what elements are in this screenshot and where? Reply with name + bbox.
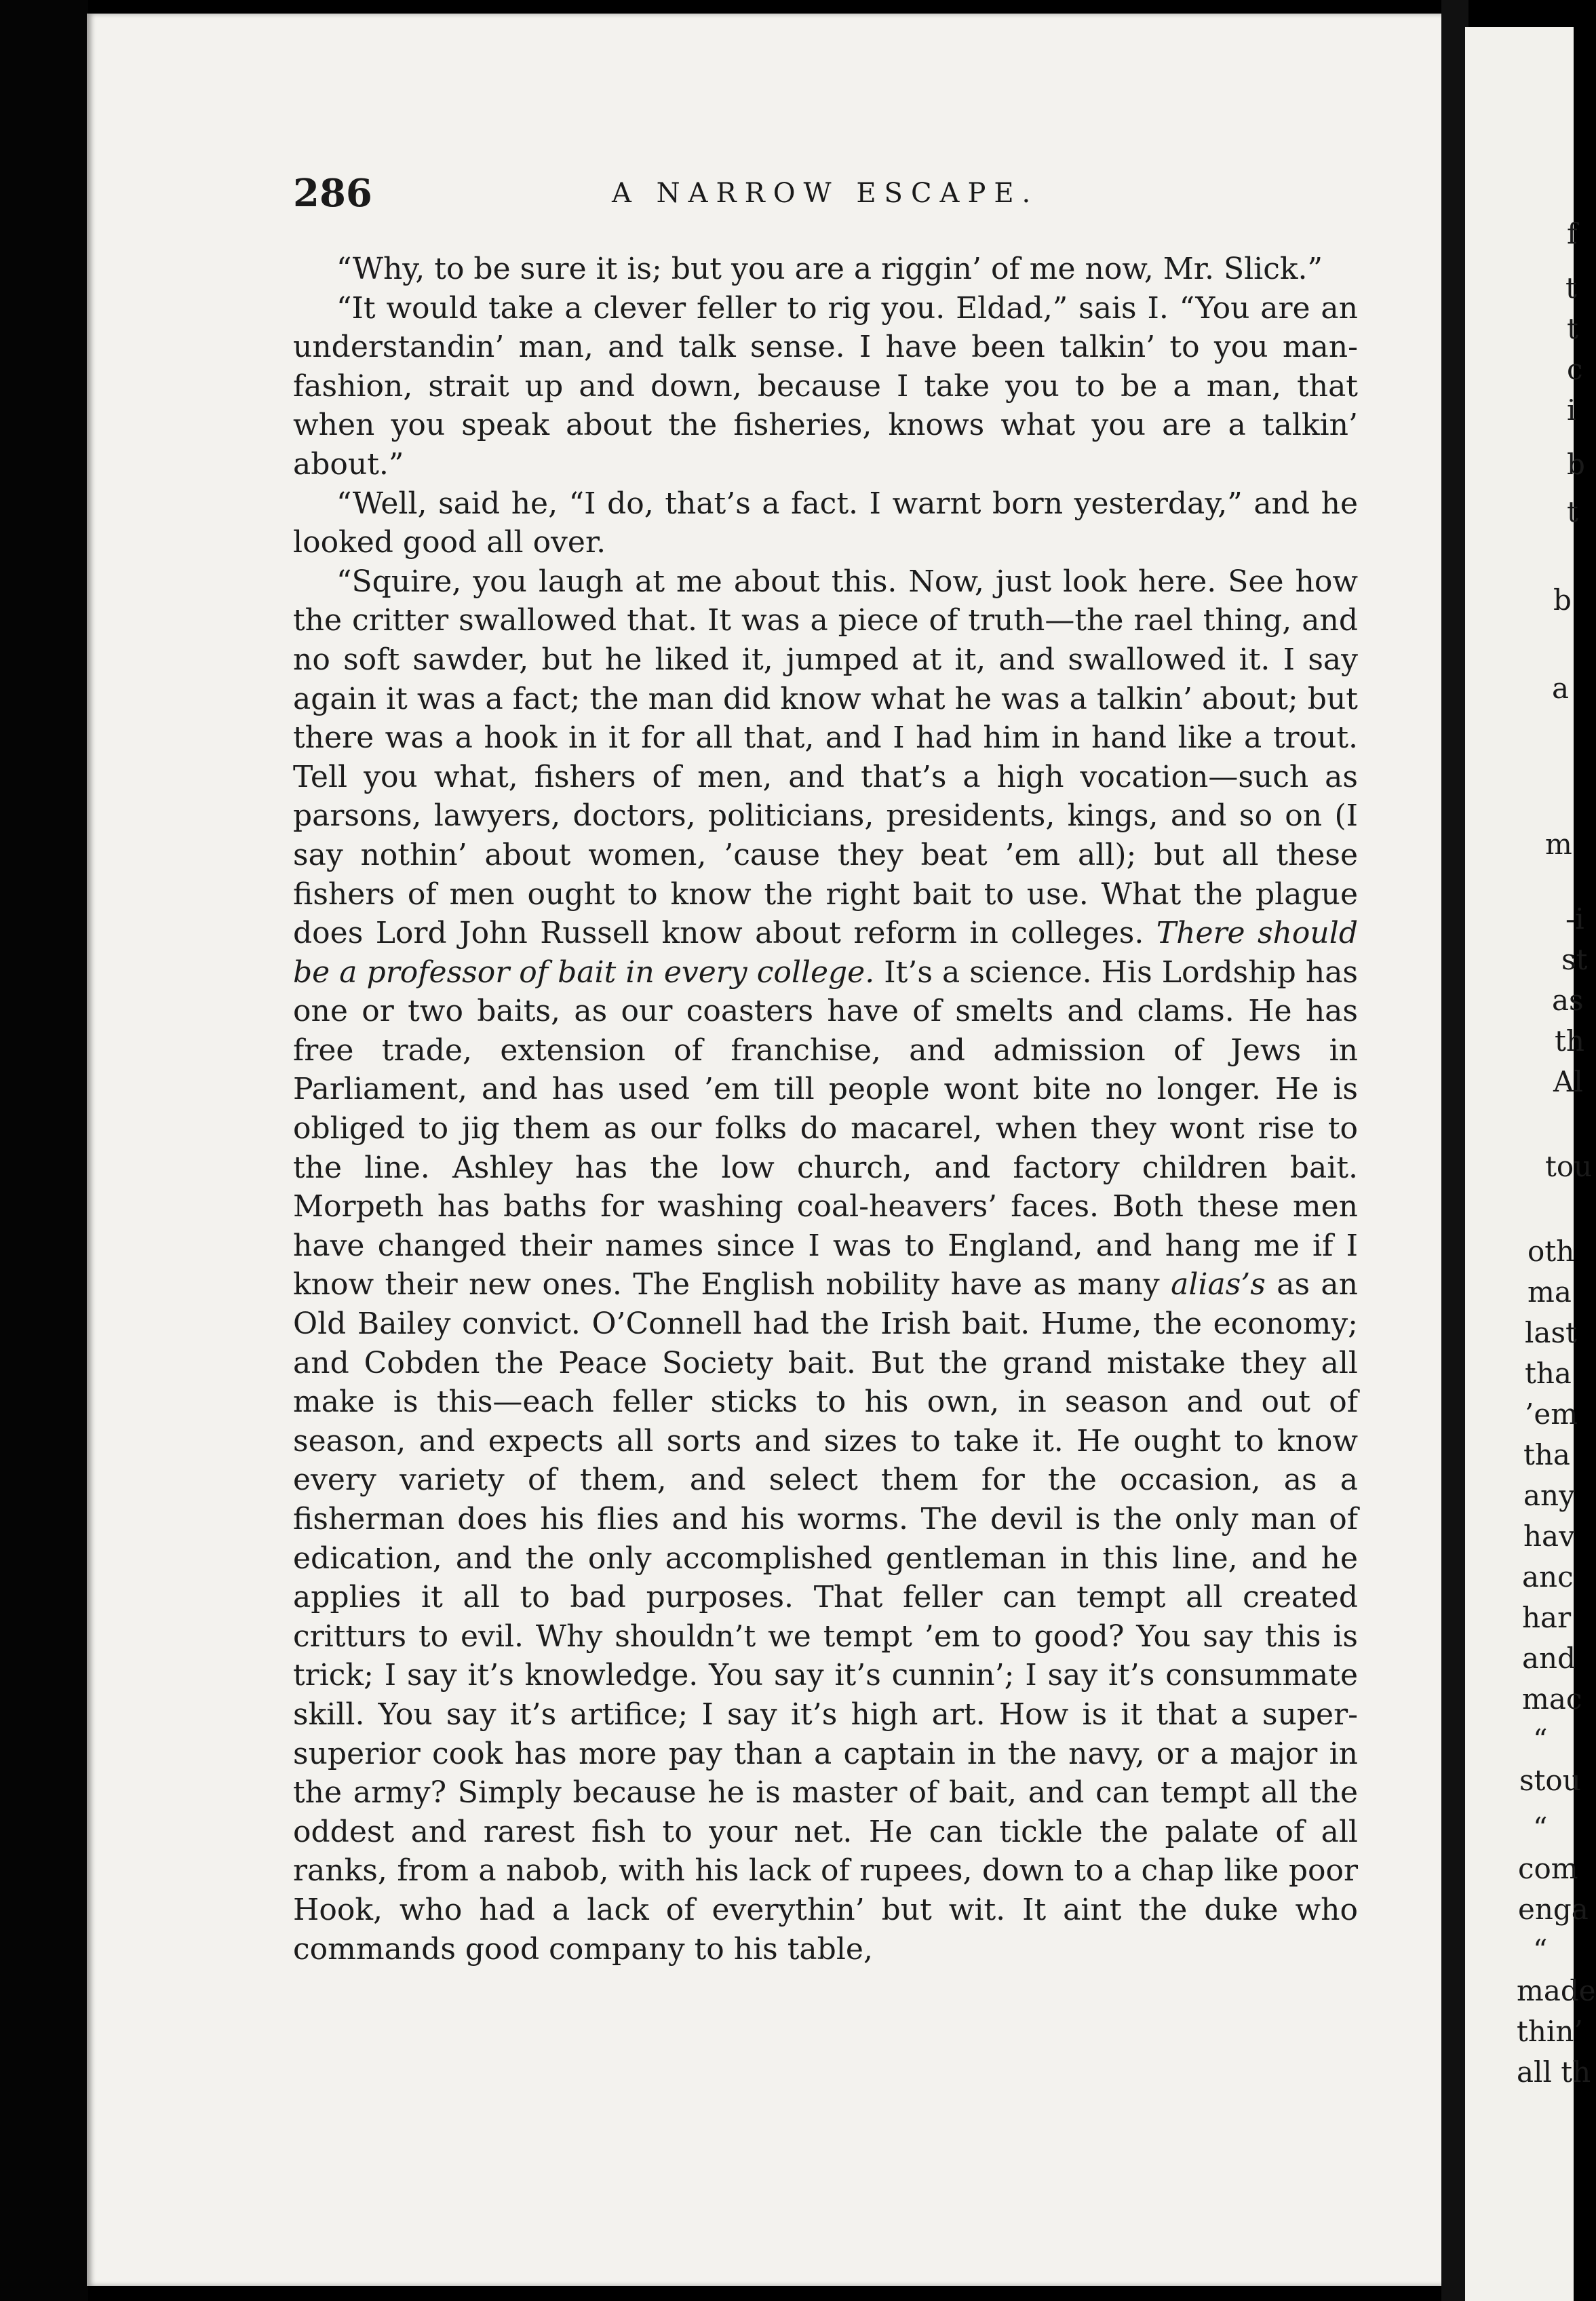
- facing-page-fragment: mac: [1522, 1682, 1582, 1716]
- paragraph-text-segment: as an Old Bailey convict. O’Connell had the Irish bait. Hume, the economy; and Cobden the Peace Society bait. But the grand mistake they all make is this—each feller sticks to his own, in season and out of season, and expects all sorts and sizes to take it. He ought to know every variety of them, and select them for the occasion, as a fisherman does his flies and his worms. The devil is the only man of edication, and the only accomplished gentleman in this line, and he applies it all to bad purposes. That feller can tempt all created critturs to evil. Why shouldn’t we tempt ’em to good? You say this is trick; I say it’s knowledge. You say it’s cunnin’; I say it’s consummate skill. You say it’s artifice; I say it’s high art. How is it that a super-superior cook has more pay than a captain in the navy, or a major in the army? Simply because he is master of bait, and can tempt all the oddest and rarest fish to your net. He can tickle the palate of all ranks, from a nabob, with his lack of rupees, down to a chap like poor Hook, who had a lack of everythin’ but wit. It aint the duke who commands good company to his table,: [293, 1267, 1359, 1967]
- facing-page-fragment: hav: [1523, 1520, 1575, 1553]
- paragraph: “Well, said he, “I do, that’s a fact. I warnt born yesterday,” and he looked good all over.: [293, 486, 1358, 560]
- paragraph-text-segment: “Squire, you laugh at me about this. Now, just look here. See how the critter swallowed that. It was a piece of truth—the rael thing, and no soft sawder, but he liked it, jumped at it, and swallowed it. I say again it was a fact; the man did know what he was a talkin’ about; but there was a hook in it for all that, and I had him in hand like a trout. Tell you what, fishers of men, and that’s a high vocation—such as parsons, lawyers, doctors, politicians, presidents, kings, and so on (I say nothin’ about women, ’cause they beat ’em all); but all these fishers of men ought to know the right bait to use. What the plague does Lord John Russell know about reform in colleges.: [293, 564, 1358, 951]
- facing-page-fragment: st: [1561, 943, 1588, 976]
- facing-page-fragment: enga: [1518, 1893, 1589, 1926]
- facing-page-fragment: har: [1522, 1601, 1572, 1634]
- facing-page-fragment: b: [1553, 583, 1572, 617]
- facing-page-fragment: com: [1518, 1852, 1578, 1885]
- facing-page-fragment: oth: [1527, 1235, 1575, 1268]
- facing-page-fragment: all th: [1517, 2055, 1591, 2089]
- facing-page-fragment: c: [1567, 353, 1583, 386]
- facing-page-fragment: t: [1565, 271, 1577, 305]
- facing-page-fragment: tha: [1525, 1357, 1572, 1390]
- facing-page: [1465, 27, 1596, 2301]
- facing-page-fragment: b: [1567, 448, 1585, 481]
- facing-page-fragment: th: [1555, 1024, 1584, 1058]
- facing-page-fragment: “: [1533, 1723, 1548, 1756]
- facing-page-fragment: Al: [1553, 1065, 1583, 1098]
- paragraph: “Why, to be sure it is; but you are a riggin’ of me now, Mr. Slick.”: [336, 252, 1323, 286]
- italic-text: alias’s: [1171, 1267, 1266, 1302]
- facing-page-fragment: and: [1522, 1642, 1576, 1675]
- facing-page-fragment: t: [1567, 495, 1578, 528]
- paragraph: “It would take a clever feller to rig you. Eldad,” sais I. “You are an understandin’ man, and talk sense. I have been talkin’ to you man-fashion, strait up and down, because I take you to be a man, that when you speak about the fisheries, knows what you are a talkin’ about.”: [293, 290, 1358, 482]
- running-title: A NARROW ESCAPE.: [612, 178, 1039, 209]
- facing-page-fragment: ’em: [1525, 1397, 1578, 1431]
- facing-page-fragment: last: [1525, 1316, 1577, 1349]
- facing-page-fragment: tou: [1545, 1150, 1593, 1183]
- facing-page-fragment: “: [1533, 1811, 1548, 1844]
- facing-page-fragment: f: [1567, 217, 1578, 250]
- page-number: 286: [293, 171, 372, 216]
- paragraph-text-segment: It’s a science. His Lordship has one or two baits, as our coasters have of smelts and clams. He has free trade, extension of franchise, and admission of Jews in Parliament, and has used ’em till people wont bite no longer. He is obliged to jig them as our folks do macarel, when they wont rise to the line. Ashley has the low church, and factory children bait. Morpeth has baths for washing coal-heavers’ faces. Both these men have changed their names since I was to England, and hang me if I know their new ones. The English nobility have as many: [293, 954, 1359, 1302]
- facing-page-fragment: m: [1545, 828, 1572, 861]
- facing-page-fragment: a: [1552, 672, 1570, 705]
- book-gutter: [1441, 0, 1468, 2301]
- facing-page-fragment: i: [1567, 393, 1576, 427]
- paragraph: [293, 562, 1358, 1969]
- body-text: [293, 250, 1358, 1969]
- facing-page-fragment: made: [1517, 1974, 1596, 2007]
- italic-text: There should be a professor of bait in every college.: [293, 916, 1358, 990]
- facing-page-fragment: as: [1552, 984, 1584, 1017]
- running-header: [293, 171, 1357, 218]
- facing-page-fragment: -i: [1565, 902, 1584, 935]
- facing-page-fragment: tha: [1523, 1438, 1570, 1471]
- facing-page-fragment: t: [1567, 312, 1578, 345]
- facing-page-fragment: stou: [1519, 1764, 1581, 1797]
- facing-page-fragment: ma: [1527, 1275, 1572, 1309]
- facing-page-fragment: anc: [1522, 1560, 1574, 1593]
- book-edge-left: [0, 0, 88, 2301]
- facing-page-fragment: thin’: [1517, 2015, 1583, 2048]
- facing-page-fragment: “: [1533, 1933, 1548, 1967]
- facing-page-fragment: any: [1523, 1479, 1575, 1512]
